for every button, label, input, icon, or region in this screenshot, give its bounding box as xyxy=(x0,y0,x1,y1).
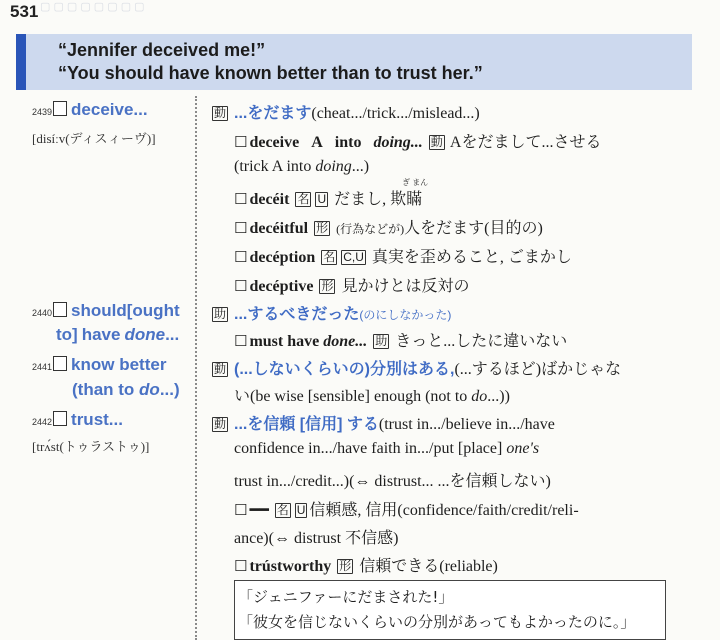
uncountable-tag: U xyxy=(296,503,306,517)
translation-line-1: 「ジェニファーにだまされた!」 xyxy=(238,588,454,606)
text: ...)) xyxy=(487,388,510,405)
adjective-tag: 形 xyxy=(321,279,334,293)
derivative-translation: 見かけとは反対の xyxy=(341,278,470,295)
phrase-word-italic: done... xyxy=(323,333,368,350)
auxiliary-tag: 助 xyxy=(214,307,227,321)
headword-part: (than to xyxy=(72,380,140,399)
phrase-word-italic: doing... xyxy=(373,134,423,151)
entry-number: 2441 xyxy=(32,362,53,372)
pronunciation: [disíːv(ディスィーヴ)] xyxy=(32,131,156,146)
text: ...) xyxy=(351,158,370,175)
entry-number: 2439 xyxy=(32,107,53,117)
headword-part: ...) xyxy=(159,380,180,399)
phrase-translation: きっと...したに違いない xyxy=(395,333,568,350)
checkbox-icon[interactable]: ☐ xyxy=(234,219,248,237)
definition-main: ...するべきだった xyxy=(234,306,360,323)
uncountable-tag: U xyxy=(317,192,327,206)
definition-continued xyxy=(234,525,398,548)
definition-continued xyxy=(234,468,551,491)
text-italic: doing xyxy=(315,158,352,175)
definition-note: (のにしなかった) xyxy=(359,308,452,322)
headword-continued xyxy=(72,380,180,400)
entry-know-better xyxy=(32,355,166,375)
derivative-word: decéptive xyxy=(249,278,314,295)
noun-tag: 名 xyxy=(323,250,336,264)
furigana: ぎ まん xyxy=(402,178,429,187)
checkbox-icon[interactable]: ☐ xyxy=(234,190,248,208)
checkbox-icon[interactable]: ☐ xyxy=(234,501,248,519)
phrase-translation: Aをだまして...させる xyxy=(449,134,602,151)
checkbox-icon[interactable] xyxy=(53,411,67,426)
derivative-translation: 信頼できる(reliable) xyxy=(359,558,498,575)
phrase-word: must have xyxy=(249,333,324,350)
headword-continued xyxy=(56,325,179,345)
definition-trust xyxy=(210,411,555,434)
checkbox-icon[interactable]: ☐ xyxy=(234,277,248,295)
phrase-deceive-a-into xyxy=(234,129,601,152)
derivative-deceit xyxy=(234,178,429,209)
text: (trick A into xyxy=(234,158,316,175)
headword: trust... xyxy=(71,410,123,429)
headword-part: to] xyxy=(56,325,78,344)
countable-uncountable-tag: C,U xyxy=(343,250,364,264)
checkbox-icon[interactable] xyxy=(53,356,67,371)
entry-trust xyxy=(32,410,123,430)
phrase-must-have-done xyxy=(234,328,567,351)
banner-accent-bar xyxy=(16,34,26,90)
phrase-word: A xyxy=(311,134,323,151)
definition-synonyms: (trust in.../believe in.../have xyxy=(378,416,555,433)
derivative-translation: 人をだます(目的の) xyxy=(404,220,543,237)
derivative-deceitful xyxy=(234,215,543,238)
headword: deceive... xyxy=(71,100,148,119)
banner-line-2: “You should have known better than to trust her.” xyxy=(58,63,483,83)
verb-tag: 動 xyxy=(214,362,227,376)
noun-tag: 名 xyxy=(297,192,310,206)
adjective-tag: 形 xyxy=(316,221,329,235)
definition-main: (...しないくらいの)分別はある, xyxy=(234,361,455,378)
page-number: 531 xyxy=(10,2,39,21)
text: confidence in.../have faith in.../put [place] xyxy=(234,440,503,457)
text: ance)(⇔ distrust 不信感) xyxy=(234,530,399,547)
checkbox-icon[interactable]: ☐ xyxy=(234,248,248,266)
derivative-translation: 真実を歪めること, ごまかし xyxy=(371,249,572,266)
bleed-through-text: ▢ ▢ ▢ ▢ ▢ ▢ ▢ ▢ xyxy=(40,1,145,13)
ruby-word xyxy=(390,178,429,209)
headword: should xyxy=(71,301,127,320)
entry-number: 2442 xyxy=(32,417,53,427)
verb-tag: 動 xyxy=(214,417,227,431)
derivative-word: trústworthy xyxy=(249,558,332,575)
checkbox-icon[interactable]: ☐ xyxy=(234,133,248,151)
headword-part: have xyxy=(81,325,121,344)
definition-should xyxy=(210,301,451,324)
text: trust in.../credit...)(⇔ distrust... ...を信頼しない) xyxy=(234,473,551,490)
definition-main: ...をだます xyxy=(234,105,312,122)
derivative-word: decéit xyxy=(249,191,290,208)
adjective-tag: 形 xyxy=(339,559,352,573)
phrase-word: into xyxy=(334,134,362,151)
definition-deceive xyxy=(210,100,480,123)
headword-part: ... xyxy=(165,325,180,344)
checkbox-icon[interactable]: ☐ xyxy=(234,332,248,350)
verb-tag: 動 xyxy=(430,135,443,149)
text: い(be wise [sensible] enough (not to xyxy=(234,388,472,405)
definition-continued xyxy=(234,440,539,458)
banner-line-1: “Jennifer deceived me!” xyxy=(58,40,266,60)
derivative-word: decéption xyxy=(249,249,316,266)
pronunciation: [trʌ́st(トゥラストゥ)] xyxy=(32,439,150,454)
verb-tag: 動 xyxy=(214,106,227,120)
checkbox-icon[interactable]: ☐ xyxy=(234,557,248,575)
definition-continued xyxy=(234,383,510,406)
definition-synonyms: (cheat.../trick.../mislead...) xyxy=(311,105,480,122)
headword-variant: [ought xyxy=(126,301,180,320)
derivative-trustworthy xyxy=(234,553,498,576)
checkbox-icon[interactable] xyxy=(53,302,67,317)
headword-part-italic: done xyxy=(124,325,166,344)
definition-main: ...を信頼 [信用] する xyxy=(234,416,379,433)
derivative-translation: 信頼感, 信用(confidence/faith/credit/reli- xyxy=(309,502,579,519)
derivative-translation: だまし, xyxy=(334,191,387,208)
derivative-word: ━━ xyxy=(249,502,269,519)
noun-tag: 名 xyxy=(276,503,289,517)
entry-number: 2440 xyxy=(32,308,53,318)
checkbox-icon[interactable] xyxy=(53,101,67,116)
kanji: 欺瞞 xyxy=(390,191,423,208)
entry-should-have-done xyxy=(32,301,180,321)
column-divider xyxy=(195,96,197,640)
entry-deceive xyxy=(32,100,148,120)
text-italic: one's xyxy=(506,440,540,457)
text-italic: do xyxy=(471,388,488,405)
definition-know-better xyxy=(210,356,621,379)
headword: know better xyxy=(71,355,167,374)
headword-part-italic: do xyxy=(139,380,160,399)
phrase-word: deceive xyxy=(249,134,300,151)
usage-note: (行為などが) xyxy=(336,222,405,236)
auxiliary-tag: 助 xyxy=(375,334,388,348)
derivative-deception xyxy=(234,244,572,267)
derivative-deceptive xyxy=(234,273,469,296)
derivative-word: decéitful xyxy=(249,220,309,237)
phrase-synonym xyxy=(234,158,369,176)
translation-line-2: 「彼女を信じないくらいの分別があってもよかったのに。」 xyxy=(238,613,636,631)
definition-rest: (...するほど)ばかじゃな xyxy=(454,361,622,378)
derivative-trust-noun xyxy=(234,497,579,520)
